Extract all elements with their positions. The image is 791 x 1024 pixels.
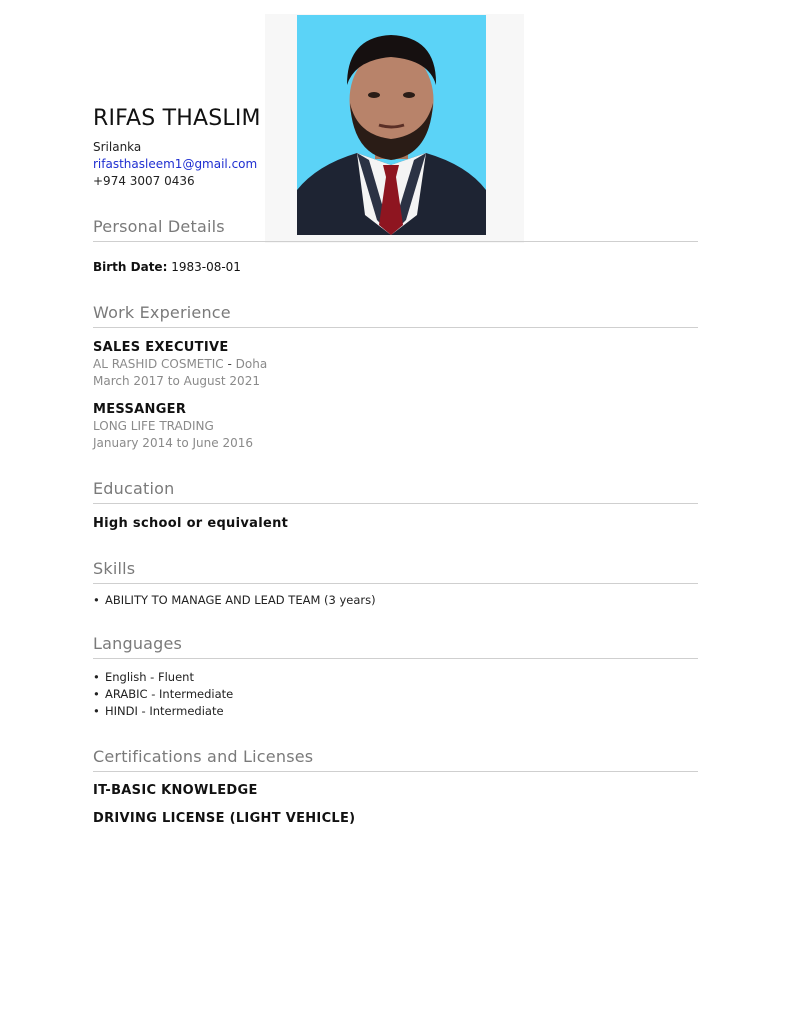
job-title: MESSANGER [93,402,187,417]
section-divider [93,503,698,504]
education-degree: High school or equivalent [93,516,289,531]
candidate-name: RIFAS THASLIM [93,106,261,131]
phone-number: +974 3007 0436 [93,174,195,188]
birth-date-label: Birth Date: [93,260,168,274]
candidate-location: Srilanka [93,140,142,154]
section-heading-work: Work Experience [93,303,231,322]
company-city: Doha [235,357,268,371]
section-divider [93,241,698,242]
list-item: • ARABIC - Intermediate [93,686,233,703]
list-item: • ABILITY TO MANAGE AND LEAD TEAM (3 years) [93,592,376,609]
section-heading-education: Education [93,479,175,498]
job-title: SALES EXECUTIVE [93,340,229,355]
profile-photo [297,15,486,235]
company-name: LONG LIFE TRADING [93,419,214,433]
job-company: AL RASHID COSMETIC - Doha [93,357,268,371]
job-dates: March 2017 to August 2021 [93,374,260,388]
birth-date-row [93,260,241,274]
section-divider [93,327,698,328]
section-divider [93,658,698,659]
job-dates: January 2014 to June 2016 [93,436,254,450]
certification-item: DRIVING LICENSE (LIGHT VEHICLE) [93,811,356,826]
section-heading-personal: Personal Details [93,217,225,236]
section-heading-languages: Languages [93,634,183,653]
certification-item: IT-BASIC KNOWLEDGE [93,783,258,798]
section-divider [93,583,698,584]
list-item: • English - Fluent [93,669,233,686]
email-link[interactable]: rifasthasleem1@gmail.com [93,157,258,171]
section-heading-certifications: Certifications and Licenses [93,747,314,766]
company-name: AL RASHID COSMETIC [93,357,224,371]
birth-date-value: 1983-08-01 [171,260,241,274]
section-heading-skills: Skills [93,559,136,578]
skills-list [93,592,376,609]
languages-list [93,669,233,720]
list-item: • HINDI - Intermediate [93,703,233,720]
section-divider [93,771,698,772]
